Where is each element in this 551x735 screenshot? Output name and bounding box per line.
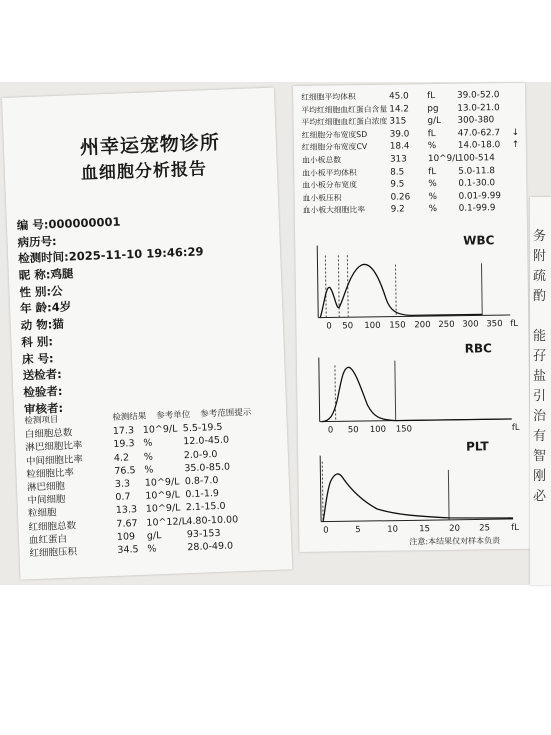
report-receipt-left — [2, 88, 292, 580]
tick-label: fL — [510, 318, 519, 329]
strip-char: 刚 — [533, 469, 547, 484]
strip-char: 引 — [533, 389, 547, 404]
tick-label: 300 — [462, 319, 479, 330]
table-row: 红细胞压积 34.5 % 28.0-49.0 — [29, 540, 234, 560]
clinic-name: 州幸运宠物诊所 — [79, 131, 221, 160]
flag-indicator: ↑ — [511, 140, 520, 151]
info-row: 编 号:000000001 — [16, 214, 121, 233]
table-header: 检测项目 检测结果 参考单位 参考范围提示 — [24, 407, 252, 427]
info-row: 检测时间:2025-11-10 19:46:29 — [17, 244, 204, 266]
strip-char: 附 — [533, 249, 547, 264]
table-row: 白细胞总数 17.3 10^9/L 5.5-19.5 — [24, 421, 223, 441]
tick-label: 350 — [486, 319, 503, 330]
strip-char: 必 — [533, 489, 547, 504]
rbc-histogram-plot — [315, 339, 526, 442]
strip-char: 能 — [533, 329, 547, 344]
table-row: 淋巴细胞 3.3 10^9/L 0.8-7.0 — [26, 474, 219, 494]
results-table-right — [301, 89, 523, 218]
report-title: 血细胞分析报告 — [80, 159, 208, 185]
rbc-label: RBC — [464, 341, 492, 356]
info-row: 科 别: — [21, 334, 54, 350]
strip-char: 盐 — [533, 369, 547, 384]
tick-label: 150 — [395, 424, 413, 435]
info-row: 性 别:公 — [19, 283, 63, 300]
info-row: 审核者: — [23, 400, 64, 416]
table-row: 平均红细胞血红蛋白浓度 315 g/L 300-380 — [301, 115, 495, 128]
table-row: 红细胞总数 7.67 10^12/L 4.80-10.00 — [28, 513, 239, 533]
results-table-left — [24, 406, 284, 561]
strip-char: 有 — [533, 429, 547, 444]
table-row: 红细胞分布宽度CV 18.4 % 14.0-18.0 ↑ — [301, 140, 520, 153]
table-row: 血小板大细胞比率 9.2 % 0.1-99.9 — [302, 203, 496, 216]
strip-char: 治 — [533, 409, 547, 424]
strip-char: 务 — [533, 229, 547, 244]
info-row: 床 号: — [21, 350, 54, 366]
table-row: 红细胞分布宽度SD 39.0 fL 47.0-62.7 ↓ — [301, 127, 520, 140]
tick-label: 100 — [369, 424, 387, 435]
table-row: 血小板压积 0.26 % 0.01-9.99 — [302, 190, 501, 203]
tick-label: 0 — [327, 425, 334, 436]
tick-label: 150 — [389, 320, 406, 331]
table-row: 红细胞平均体积 45.0 fL 39.0-52.0 — [301, 90, 500, 102]
strip-char: 疏 — [533, 269, 547, 284]
tick-label: fL — [511, 522, 519, 533]
info-row: 送检者: — [22, 367, 63, 383]
tick-label: 250 — [438, 319, 455, 330]
table-row: 中间细胞 0.7 10^9/L 0.1-1.9 — [27, 488, 220, 507]
tick-label: 20 — [449, 523, 461, 534]
flag-indicator: ↓ — [511, 127, 520, 138]
report-receipt-edge — [530, 197, 551, 585]
table-row: 血小板分布宽度 9.5 % 0.1-30.0 — [302, 178, 496, 191]
patient-info — [17, 208, 275, 418]
info-row: 检验者: — [23, 383, 63, 400]
plt-label: PLT — [465, 439, 489, 454]
table-row: 粒细胞比率 76.5 % 35.0-85.0 — [26, 461, 231, 481]
tick-label: 0 — [323, 525, 329, 536]
table-row: 血红蛋白 109 g/L 93-153 — [28, 527, 221, 546]
tick-label: 10 — [387, 524, 399, 535]
rbc-histogram — [315, 339, 526, 442]
table-row: 粒细胞 13.3 10^9/L 2.1-15.0 — [27, 501, 226, 520]
report-receipt-right — [293, 83, 531, 552]
tick-label: 15 — [419, 524, 431, 535]
tick-label: 50 — [347, 425, 359, 436]
info-row: 动 物:猫 — [20, 316, 65, 333]
tick-label: 200 — [414, 320, 431, 331]
tick-label: 25 — [479, 523, 491, 534]
wbc-histogram — [313, 233, 524, 336]
footnote: 注意:本结果仅对样本负责 — [409, 536, 501, 547]
info-row: 年 龄:4岁 — [19, 299, 72, 316]
table-row: 平均红细胞血红蛋白含量 14.2 pg 13.0-21.0 — [301, 102, 500, 115]
info-row: 昵 称:鸡腿 — [18, 266, 74, 283]
plt-histogram — [316, 439, 527, 542]
tick-label: 50 — [342, 321, 354, 332]
wbc-label: WBC — [463, 233, 495, 248]
table-row: 中间细胞比率 4.2 % 2.0-9.0 — [25, 448, 218, 467]
table-row: 血小板平均体积 8.5 fL 5.0-11.8 — [302, 165, 496, 178]
tick-label: 0 — [326, 321, 332, 332]
tick-label: 5 — [355, 525, 361, 536]
info-row: 病历号: — [17, 233, 57, 250]
table-row: 淋巴细胞比率 19.3 % 12.0-45.0 — [25, 434, 230, 454]
table-row: 血小板总数 313 10^9/L 100-514 — [301, 153, 495, 165]
strip-char: 智 — [533, 449, 547, 464]
strip-char: 孖 — [533, 349, 547, 364]
tick-label: 100 — [364, 320, 381, 332]
tick-label: fL — [511, 422, 520, 433]
strip-char: 酌 — [533, 289, 547, 304]
